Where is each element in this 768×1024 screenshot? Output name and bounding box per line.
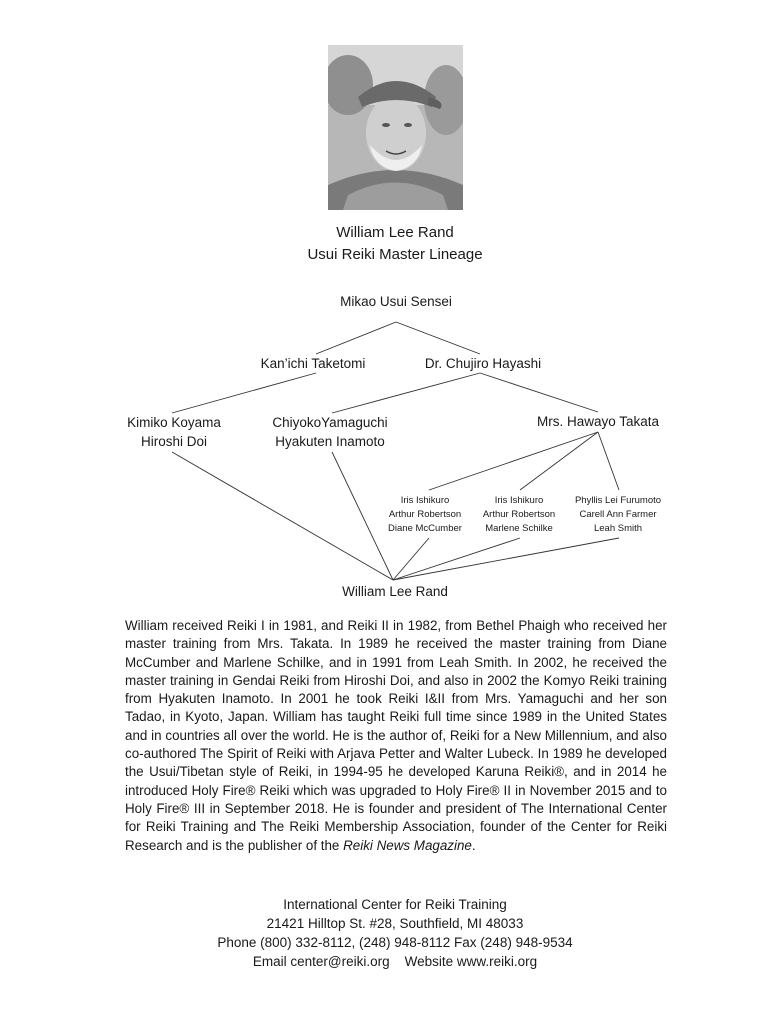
lineage-group-a-3: Diane McCumber	[388, 523, 462, 534]
lineage-group-a-1: Iris Ishikuro	[400, 495, 450, 506]
lineage-group-c-1: Phyllis Lei Furumoto	[574, 495, 662, 506]
connector-usui-taketomi	[316, 322, 396, 354]
connector-smith-rand	[393, 538, 619, 580]
connector-hayashi-takata	[480, 373, 598, 412]
lineage-root: Mikao Usui Sensei	[340, 294, 452, 309]
lineage-group-c-3: Leah Smith	[593, 523, 643, 534]
lineage-group-b-3: Marlene Schilke	[485, 523, 553, 534]
lineage-group-c-2: Carell Ann Farmer	[579, 509, 657, 520]
biography-end: .	[471, 837, 476, 853]
connector-takata-group-a	[429, 432, 598, 490]
lineage-gen2-hayashi: Dr. Chujiro Hayashi	[424, 356, 542, 371]
contact-address: 21421 Hilltop St. #28, Southfield, MI 48033	[266, 916, 524, 931]
connector-takata-group-c	[598, 432, 619, 490]
lineage-takata: Mrs. Hawayo Takata	[536, 414, 660, 429]
connector-usui-hayashi	[396, 322, 480, 354]
lineage-doi: Hiroshi Doi	[140, 434, 208, 449]
lineage-yamaguchi: ChiyokoYamaguchi	[272, 415, 388, 430]
connector-schilke-rand	[393, 538, 520, 580]
lineage-koyama: Kimiko Koyama	[127, 415, 221, 430]
biography-paragraph	[125, 617, 667, 855]
lineage-group-b-2: Arthur Robertson	[482, 509, 556, 520]
lineage-inamoto: Hyakuten Inamoto	[275, 434, 385, 449]
lineage-final-rand: William Lee Rand	[342, 584, 448, 599]
lineage-gen2-taketomi: Kan’ichi Taketomi	[260, 356, 366, 371]
header-subtitle: Usui Reiki Master Lineage	[307, 246, 483, 263]
lineage-group-b-1: Iris Ishikuro	[494, 495, 544, 506]
contact-email-website: Email center@reiki.org Website www.reiki.org	[252, 954, 538, 969]
connector-hayashi-yamaguchi	[332, 373, 480, 413]
connector-doi-rand	[172, 452, 393, 580]
magazine-title: Reiki News Magazine	[343, 837, 472, 853]
lineage-group-a-2: Arthur Robertson	[388, 509, 462, 520]
contact-phone: Phone (800) 332-8112, (248) 948-8112 Fax (248) 948-9534	[217, 935, 573, 950]
header-name: William Lee Rand	[336, 224, 454, 241]
biography-text: William received Reiki I in 1981, and Reiki II in 1982, from Bethel Phaigh who received her master training from Mrs. Takata. In 1989 he received the master training from Diane McCumber and Marlene Schilke, and in 1991 from Leah Smith. In 2002, he received the master training in Gendai Reiki from Hiroshi Doi, and also in 2002 the Komyo Reiki training from Hyakuten Inamoto. In 2001 he took Reiki I&II from Mrs. Yamaguchi and her son Tadao, in Kyoto, Japan. William has taught Reiki full time since 1989 in the United States and in countries all over the world. He is the author of, Reiki for a New Millennium, and also co-authored The Spirit of Reiki with Arjava Petter and Walter Lubeck. In 1989 he developed the Usui/Tibetan style of Reiki, in 1994-95 he developed Karuna Reiki®, and in 2014 he introduced Holy Fire® Reiki which was upgraded to Holy Fire® II in November 2015 and to Holy Fire® III in September 2018. He is founder and president of The International Center for Reiki Training and The Reiki Membership Association, founder of the Center for Reiki Research and is the publisher of the	[125, 618, 667, 853]
connector-takata-group-b	[520, 432, 598, 490]
connector-taketomi-koyama	[172, 373, 316, 413]
contact-org: International Center for Reiki Training	[283, 897, 507, 912]
